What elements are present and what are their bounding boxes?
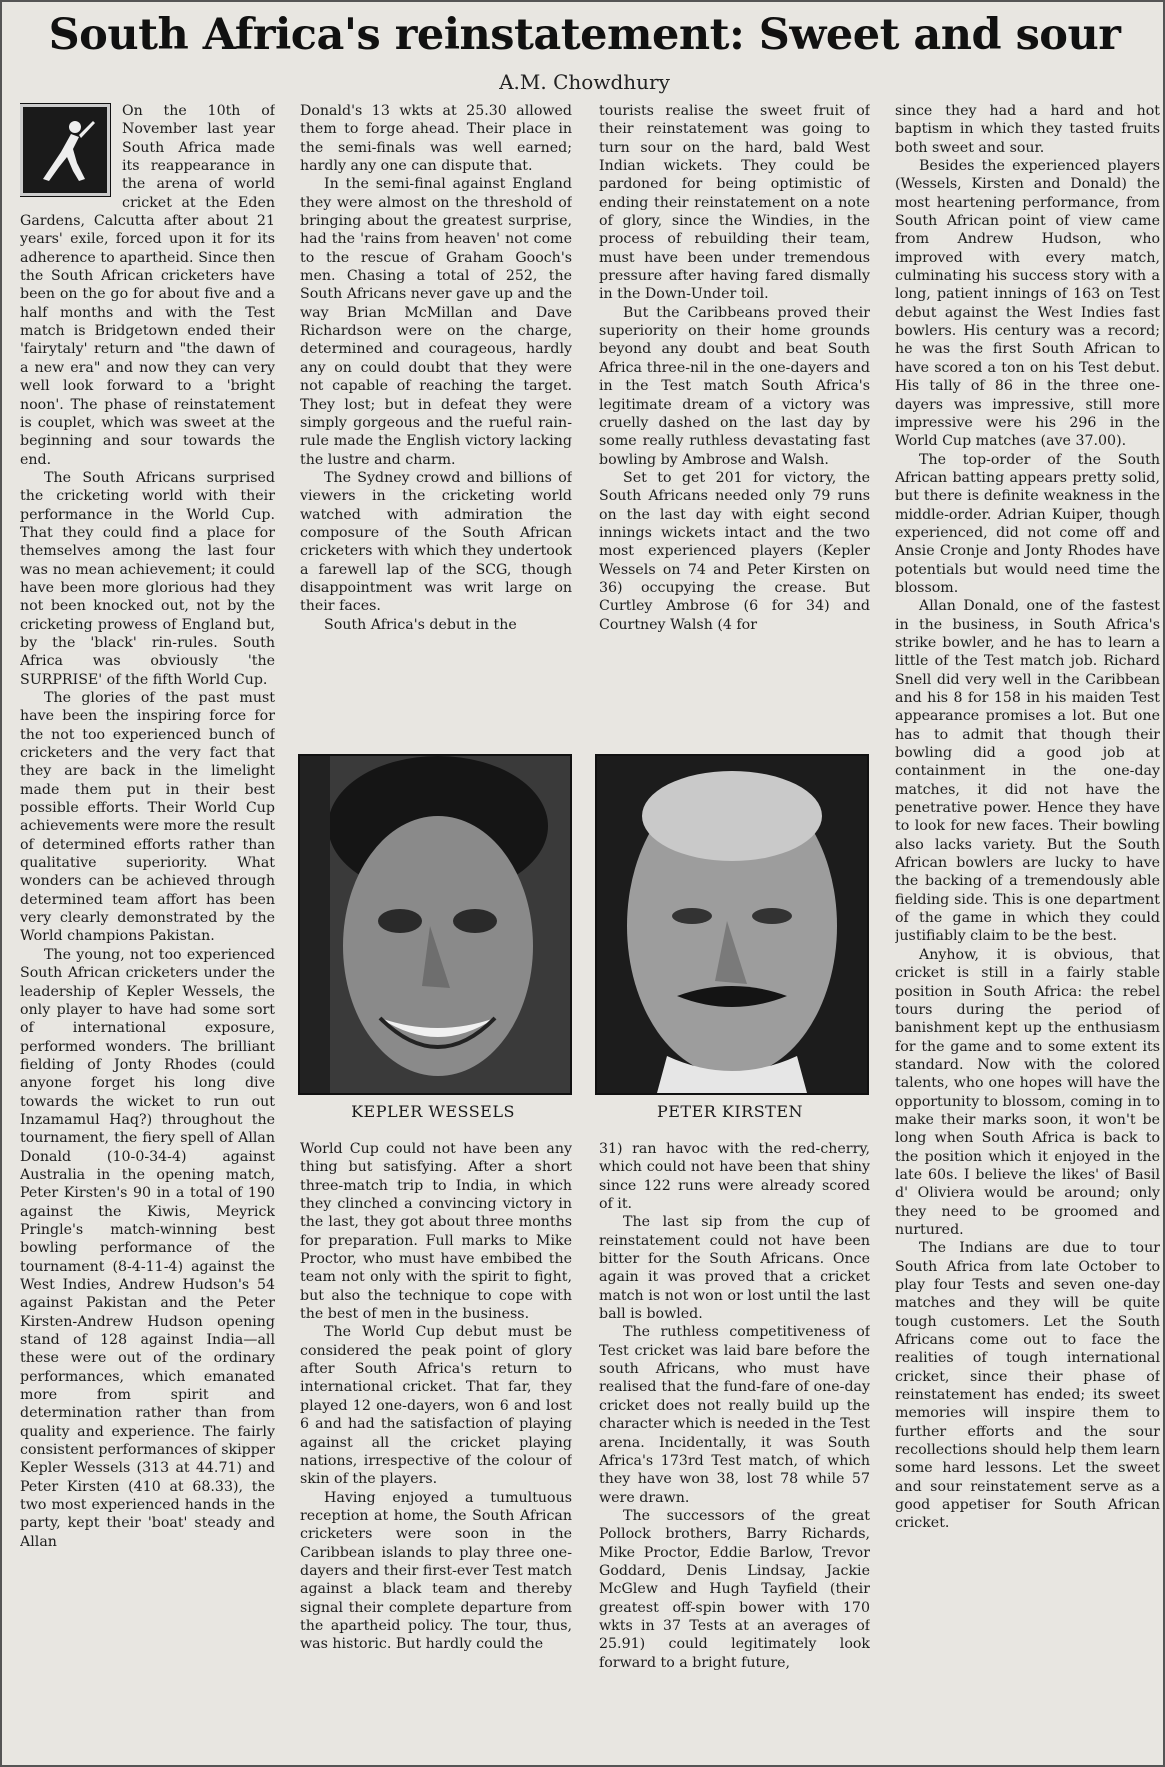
paragraph: In the semi-final against England they were almost on the threshold of bringing about the greatest surprise, had the 'rains from heaven' not come to the rescue of Graham Gooch's men. Chasing a total of 252, the South Africans never gave up and the way Brian McMillan and Dave Richardson were on the charge, determined and courageous, hardly any on could doubt that they were not capable of reaching the target. They lost; but in defeat they were simply gorgeous and the rueful rain-rule made the English victory lacking the lustre and charm. [300,176,572,468]
column-2-top [300,102,572,757]
column-1 [20,102,275,1762]
paragraph: The South Africans surprised the cricketing world with their performance in the World Cup. That they could find a place for themselves among the last four was no mean achievement; it could have been more glorious had they not been knocked out, not by the cricketing prowess of England but, by the 'black' rin-rules. South Africa was obviously 'the SURPRISE' of the fifth World Cup. [20,469,275,688]
column-3-bottom [599,1140,870,1762]
paragraph: Anyhow, it is obvious, that cricket is still in a fairly stable position in South Africa: the rebel tours during the period of banishment kept up the enthusiasm for the game and to some extent its standard. Now with the colored talents, who one hopes will have the opportunity to blossom, coming in to make their marks soon, it won't be long when South Africa is back to the position which it enjoyed in the late 60s. I believe the likes' of Basil d' Oliviera would be around; only they need to be groomed and nurtured. [895,946,1160,1238]
paragraph: Set to get 201 for victory, the South Africans needed only 79 runs on the last day with eight second innings wickets intact and the two most experienced players (Kepler Wessels on 74 and Peter Kirsten on 36) occupying the crease. But Curtley Ambrose (6 for 34) and Courtney Walsh (4 for [599,469,870,633]
photo-caption: PETER KIRSTEN [656,1102,804,1121]
paragraph: South Africa's debut in the [324,616,517,633]
photo-peter-kirsten [595,754,869,1095]
paragraph: The Sydney crowd and billions of viewers in the cricketing world watched with admiration the composure of the South African cricketers with which they undertook a farewell lap of the SCG, though disappointment was writ large on their faces. [300,469,572,615]
headline: South Africa's reinstatement: Sweet and sour [48,10,1121,60]
photo-caption: KEPLER WESSELS [351,1102,515,1121]
paragraph: The young, not too experienced South African cricketers under the leadership of Kepler Wessels, the only player to have had some sort of international exposure, performed wonders. The brilliant fielding of Jonty Rhodes (could anyone forget his long dive towards the wicket to run out Inzamamul Haq?) throughout the tournament, the fiery spell of Allan Donald (10-0-34-4) against Australia in the opening match, Peter Kirsten's 90 in a total of 190 against the Kiwis, Meyrick Pringle's match-winning best bowling performance of the tournament (8-4-11-4) against the West Indies, Andrew Hudson's 54 against Pakistan and the Peter Kirsten-Andrew Hudson opening stand of 128 against India—all these were out of the ordinary performances, which emanated more from spirit and determination rather than from quality and experience. The fairly consistent performances of skipper Kepler Wessels (313 at 44.71) and Peter Kirsten (410 at 68.33), the two most experienced hands in the party, kept their 'boat' steady and Allan [20,946,275,1550]
paragraph: On the 10th of November last year South Africa made its reappearance in the arena of world cricket at the Eden Gardens, Calcutta after about 21 years' exile, forced upon it for its adherence to apartheid. Since then the South African cricketers have been on the go for about five and a half months and with the Test match is Bridgetown ended their 'fairytaly' return and "the dawn of a new era" and now they can very well look forward to a 'bright noon'. The phase of reinstatement is couplet, which was sweet at the beginning and sour towards the end. [20,103,275,468]
column-3-top [599,102,870,757]
paragraph: tourists realise the sweet fruit of their reinstatement was going to turn sour on the hard, bald West Indian wickets. They could be pardoned for being optimistic of ending their reinstatement on a note of glory, since the Windies, in the process of rebuilding their team, must have been under tremendous pressure after having fared dismally in the Down-Under toil. [599,103,870,303]
paragraph: 31) ran havoc with the red-cherry, which could not have been that shiny since 122 runs were already scored of it. [599,1141,870,1213]
photo-kepler-wessels [298,754,572,1095]
byline: A.M. Chowdhury [499,70,670,94]
paragraph: The successors of the great Pollock brothers, Barry Richards, Mike Proctor, Eddie Barlow, Trevor Goddard, Denis Lindsay, Jackie McGlew and Hugh Tayfield (their greatest off-spin bower with 170 wkts in 37 Tests at an averages of 25.91) could legitimately look forward to a bright future, [599,1507,870,1671]
paragraph: Allan Donald, one of the fastest in the business, in South Africa's strike bowler, and he has to learn a little of the Test match job. Richard Snell did very well in the Caribbean and his 8 for 158 in his maiden Test appearance promises a lot. But one has to admit that though their bowling did a good job at containment in the one-day matches, it did not have the penetrative power. Hence they have to look for new faces. Their bowling also lacks variety. But the South African bowlers are lucky to have the backing of a tremendously able fielding side. This is one department of the game in which they could justifiably claim to be the best. [895,598,1160,945]
paragraph: The last sip from the cup of reinstatement could not have been bitter for the South Africans. Once again it was proved that a cricket match is not won or lost until the last ball is bowled. [599,1214,870,1323]
paragraph: But the Caribbeans proved their superiority on their home grounds beyond any doubt and beat South Africa three-nil in the one-dayers and in the Test match South Africa's legitimate dream of a victory was cruelly dashed on the last day by some really ruthless devastating fast bowling by Ambrose and Walsh. [599,304,870,468]
paragraph: The ruthless competitiveness of Test cricket was laid bare before the south Africans, who must have realised that the fund-fare of one-day cricket does not really build up the character which is needed in the Test arena. Incidentally, it was South Africa's 173rd Test match, of which they have won 38, lost 78 while 57 were drawn. [599,1324,870,1506]
paragraph: World Cup could not have been any thing but satisfying. After a short three-match trip to India, in which they clinched a convincing victory in the last, they got about three months for preparation. Full marks to Mike Proctor, who must have embibed the team not only with the spirit to fight, but also the technique to cope with the best of men in the business. [300,1141,572,1323]
paragraph: Besides the experienced players (Wessels, Kirsten and Donald) the most heartening performance, from South African point of view came from Andrew Hudson, who improved with every match, culminating his success story with a long, patient innings of 163 on Test debut against the West Indies fast bowlers. His century was a record; he was the first South African to have scored a ton on his Test debut. His tally of 86 in the three one-dayers was impressive, still more impressive were his 296 in the World Cup matches (ave 37.00). [895,158,1160,450]
paragraph: Having enjoyed a tumultuous reception at home, the South African cricketers were soon in the Caribbean islands to play three one-dayers and their first-ever Test match against a black team and thereby signal their complete departure from the apartheid policy. The tour, thus, was historic. But hardly could the [300,1489,572,1653]
paragraph: The World Cup debut must be considered the peak point of glory after South Africa's return to international cricket. That far, they played 12 one-dayers, won 6 and lost 6 and had the satisfaction of playing against all the cricket playing nations, irrespective of the colour of skin of the players. [300,1324,572,1488]
column-2-bottom [300,1140,572,1762]
paragraph: The Indians are due to tour South Africa from late October to play four Tests and seven one-day matches and they will be quite tough customers. Let the South Africans come out to face the realities of tough international cricket, since their phase of reinstatement has ended; its sweet memories will inspire them to further efforts and the sour recollections should help them learn some hard lessons. Let the sweet and sour reinstatement serve as a good appetiser for South African cricket. [895,1240,1160,1532]
paragraph: The glories of the past must have been the inspiring force for the not too experienced bunch of cricketers and the very fact that they are back in the limelight made them put in their best possible efforts. Their World Cup achievements were more the result of determined efforts rather than qualitative superiority. What wonders can be achieved through determined team affort has been very clearly demonstrated by the World champions Pakistan. [20,690,275,945]
paragraph: since they had a hard and hot baptism in which they tasted fruits both sweet and sour. [895,103,1160,156]
paragraph: Donald's 13 wkts at 25.30 allowed them to forge ahead. Their place in the semi-finals was well earned; hardly any one can dispute that. [300,103,572,175]
column-4 [895,102,1160,1762]
cricketer-logo-icon [20,104,110,196]
paragraph: The top-order of the South African batting appears pretty solid, but there is definite weakness in the middle-order. Adrian Kuiper, though experienced, did not come off and Ansie Cronje and Jonty Rhodes have potentials but would need time the blossom. [895,451,1160,596]
